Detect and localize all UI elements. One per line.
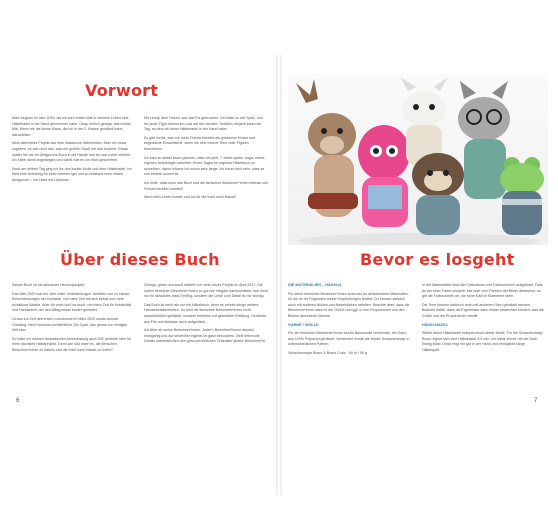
paragraph: Das Jahr 2020 war ein Jahr voller Veränderungen. Arbeiten von zu Hause, Einschränkungen der Kontakte, viel mehr Zeit mit sich selbst und viele schlaflose Nächte. Aber für mich hieß es auch: viel mehr Zeit für Kreativität und Handarbeit, der den Alltag etwas bunter gestaltet.	[12, 291, 131, 313]
bevor-column-1	[288, 283, 410, 395]
title-vorwort: Vorwort	[85, 81, 159, 100]
subheading-garne: GARNE / WOLLE	[288, 322, 319, 327]
paragraph: Mach dein Leben bunter und hol dir die Insel nach Hause!	[144, 195, 237, 200]
paragraph: Alles begann im Jahr 2015, als ich zum ersten Mal in meinem Leben eine Häkelnadel in die Hand genommen habe. Okay, ehrlich gesagt, das zweite Mal. Wenn wir die kleine Maus, die ich in der 2. Klasse gehäkelt habe, dazuzählen.	[12, 116, 131, 137]
vorwort-column-1	[12, 116, 134, 228]
paragraph: Die Tiere können natürlich auch mit anderem Garn gehäkelt werden. Beachte dabei, dass die Ergebnisse dann etwas abweichen können, was die Größe und die Proportionen betrifft.	[422, 302, 544, 318]
buch-column-2	[144, 283, 268, 395]
subheading-haekelnadel: HÄKELNADEL	[422, 322, 449, 327]
buch-column-1	[12, 283, 134, 395]
paragraph: Es gibt nichts, was mir mehr Freude bereitet als glückliche Kinder und begeisterte Erwachsene, wenn sie eine meiner Tiere oder Figuren bekommen.	[144, 135, 256, 151]
vorwort-column-2	[144, 116, 268, 228]
paragraph: Noch am selben Tag ging ich los und kaufte Wolle und eine Häkelnadel. Ich fand eine Anleitung für einen kleinen Igel und so entstand mein erstes Amigurumi – ein Hase mit Latzhose.	[12, 166, 132, 182]
paragraph: Dieses Buch ist ein absolutes Herzensprojekt.	[12, 283, 86, 287]
amigurumi-photo	[288, 73, 548, 245]
paragraph: Ich liebe all meine Bewohner*innen. Jeder*r Bewohner*innen absolut einzigartig und auf seine/ihre eigene Art ganz besonders. Viele liebevolle Details unterstreichen den ganz persönlichen Charakter jeder/r Bewohner*in.	[144, 328, 267, 344]
bevor-column-2	[422, 283, 544, 395]
book-gutter	[276, 55, 282, 495]
right-page	[284, 55, 548, 495]
paragraph: Mit Lenny, dem Hasen, war das Eis gebrochen. Ich hatte so viel Spaß, und bei jeder Figur bekam ich Lust auf die nächste. Seitdem vergeht kaum ein Tag, an dem ich keine Häkelnadel in der Hand habe.	[144, 116, 263, 132]
paragraph: Für die tierischen Bewohner*innen wurde Baumwolle verwendet, ein Garn aus 100% Polyacryl gehäkelt. Verwendet wurde die Marke Schachenmayr in unterschiedlichen Farben.	[288, 331, 410, 347]
page-number-left: 6	[16, 398, 20, 404]
paragraph: Schachenmayr Bravo & Bravo Color · 50 m / 50 g	[288, 350, 367, 355]
paragraph: Genau zur Zeit des ersten Lockdowns im März 2020 wurde Animal Crossing: New Horizons veröffentlicht. Ein Spiel, das genau zur richtigen Zeit kam.	[12, 316, 128, 333]
paragraph: Wähle deine Häkelnadel entsprechend deiner Wolle. Für die Schachenmayr Bravo eignet sich eine Häkelnadel 3,5 mm. Ich häkle immer mit der Addi Swing Maxi. Diese liegt mir gut in der Hand und ermöglicht lange Häkelspaß.	[422, 331, 543, 352]
paragraph: Gesagt, getan und somit startete ich mein neues Projekt im April 2021. Die süßen tierischen Bewohner*innen so gut wie möglich nachzuhäkeln, war nicht nur für absolutes Insel-Feeling, sondern die Liebe zum Detail ist mir wichtig.	[144, 283, 268, 299]
paragraph: Mein allererstes Projekt war eine klassische Häkelmütze. Aber ich muss zugeben, es war nicht das, was mir großen Spaß mit sich brachte. Etwas später fiel mir ein Amigurumi-Buch in die Hände und ich war sofort verliebt. Ich habe damit angefangen und damit war es um mich geschehen.	[12, 141, 131, 163]
paragraph: In der Materialliste sind alle Farbnamen und Farbnummern aufgelistet. Falls du bei einer Farbe unsicher bist oder vom Farbton der Bilder abweichst, so gib die Farbnummer an, die beim Kauf in Klammern steht.	[422, 283, 543, 299]
amigurumi-figures-illustration	[288, 73, 548, 245]
paragraph: So hatte ich meinen fantastischen Abwechslung auch DIE perfekte Idee für mein nächstes Häkelprojekt. Denn wie süß wäre es, die tierischen Bewohner*innen zu häkeln und die Insel nach Hause zu holen?	[12, 336, 132, 352]
left-page	[10, 55, 274, 495]
paragraph: Ich kam zu selbst kaum glauben, dass ich jetzt, 7 Jahre später, sogar meine eigenen Anleitungen schreibe. Eines Tages ein eigenes Häkelbuch zu schreiben, davon träume ich schon sehr lange. Ich freue mich sehr, dass es nun endlich soweit ist.	[144, 155, 265, 177]
paragraph: Ich hoffe, dass euch das Buch und die tierischen Bewohner*innen ebenso viel Freude bereiten werden!	[144, 180, 268, 191]
title-ueber-dieses-buch: Über dieses Buch	[60, 250, 220, 269]
page-number-right: 7	[534, 398, 538, 404]
subheading-materialien: DIE MATERIALIEN – HÄKELN	[288, 283, 342, 287]
paragraph: Für deine tierischen Bewohner*innen brauchst du verschiedene Materialien, für die du im Folgenden meine Empfehlungen findest. Du kannst natürlich auch mit anderen Wollen und Nadelstärken arbeiten. Beachte aber, dass die Bewohner*innen dann in der Größe und ggf. in den Proportionen von den Bildern abweichen können.	[288, 291, 410, 318]
paragraph: Das Buch ist mehr als nur ein Häkelbuch, denn es vereint einige weitere Handarbeitstechniken. So sind die tierischen Bewohner*innen nicht ausschließlich gehäkelt, sondern teilweise mit gestrickter Kleidung, Gesichter aus Filz und teilweise auch aufgestickt.	[144, 302, 267, 324]
title-bevor-es-losgeht: Bevor es losgeht	[360, 250, 515, 269]
